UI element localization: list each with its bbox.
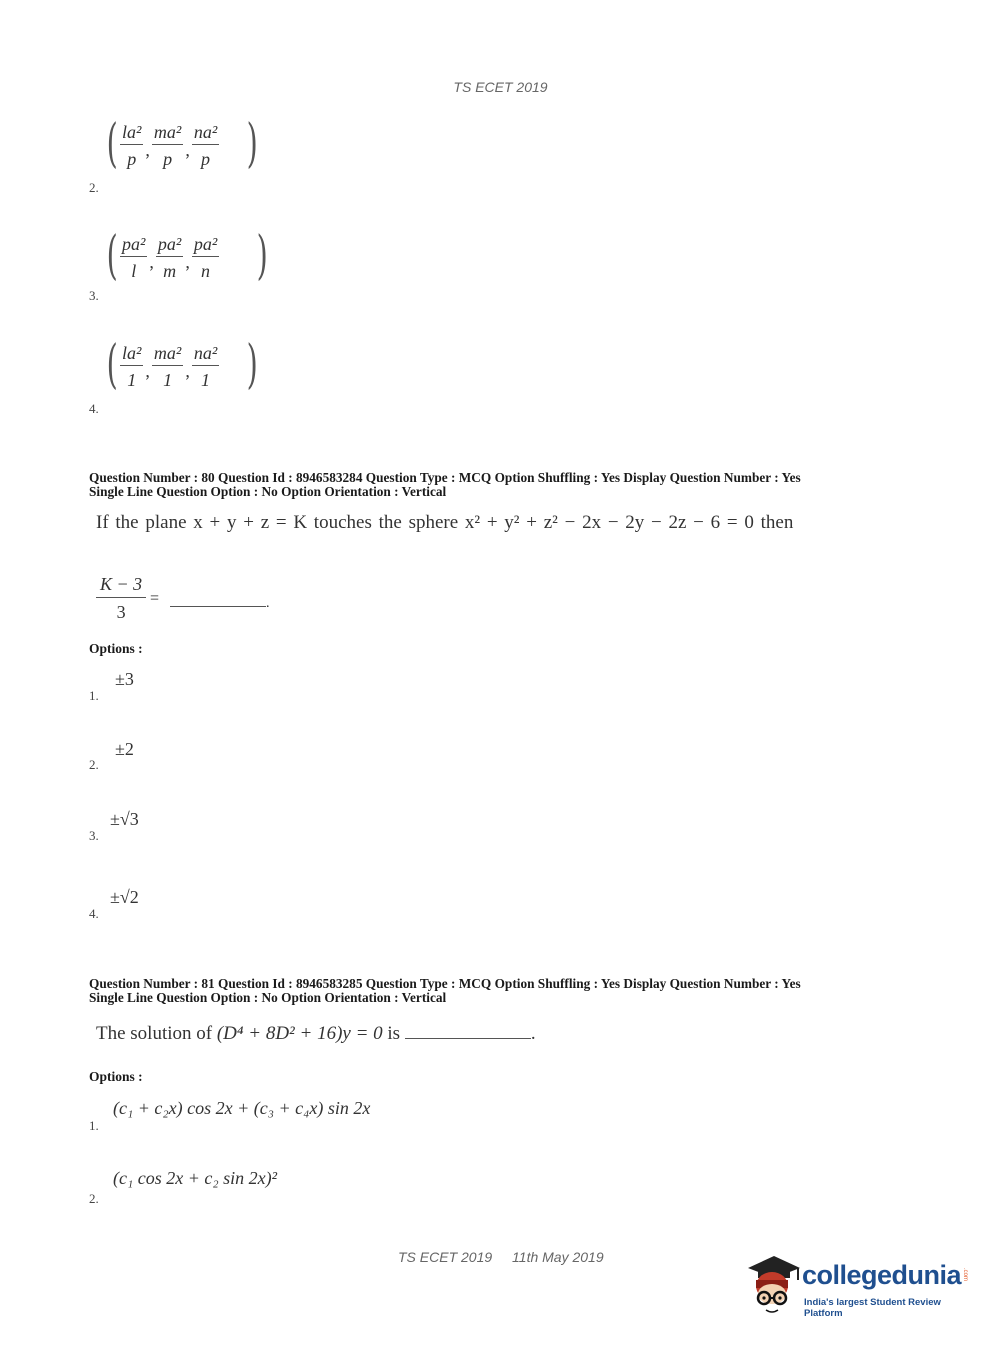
- logo-wordmark: collegedunia: [802, 1260, 962, 1290]
- question-80-text: If the plane x + y + z = K touches the sphere x² + y² + z² − 2x − 2y − 2z − 6 = 0 then: [96, 512, 794, 533]
- option-3-expression: [106, 226, 278, 294]
- question-81-text: The solution of (D⁴ + 8D² + 16)y = 0 is .: [96, 1023, 536, 1044]
- option-3-value: ±√3: [110, 809, 139, 829]
- answer-blank: [170, 606, 266, 607]
- question-81-prefix: The solution of: [96, 1023, 213, 1044]
- denominator: p: [201, 149, 211, 169]
- option-number: 1.: [89, 1118, 99, 1133]
- numerator: ma²: [152, 122, 183, 145]
- denominator: l: [131, 261, 137, 281]
- option-number: 2.: [89, 180, 99, 195]
- question-81-suffix: is: [387, 1023, 401, 1044]
- denominator: 1: [201, 370, 211, 390]
- option-1-value: ±3: [115, 669, 134, 689]
- numerator: la²: [120, 343, 143, 366]
- option-4-value: ±√2: [110, 887, 139, 907]
- option-4-expression: [106, 335, 268, 403]
- numerator: na²: [192, 122, 219, 145]
- left-paren: (: [106, 335, 118, 395]
- fraction-group: $\frac{\text{la²}}{p}$ , $\frac{\text{ma²}}{p}$ , $\frac{\text{na²}}{p}$: [122, 122, 218, 169]
- answer-blank: [405, 1038, 531, 1039]
- left-paren: (: [106, 114, 118, 174]
- option-number: 2.: [89, 1191, 99, 1206]
- denominator: 3: [116, 602, 126, 622]
- denominator: p: [163, 149, 173, 169]
- period: .: [266, 596, 270, 611]
- numerator: la²: [120, 122, 143, 145]
- numerator: pa²: [192, 234, 219, 257]
- denominator: 1: [127, 370, 137, 390]
- option-2-value: (c₁ cos 2x + c₂ sin 2x)²: [113, 1168, 278, 1188]
- question-80-fraction: [96, 574, 146, 622]
- right-paren: ): [256, 226, 268, 286]
- numerator: pa²: [120, 234, 147, 257]
- numerator: K − 3: [96, 574, 146, 598]
- question-81-expression: (D⁴ + 8D² + 16)y = 0: [216, 1023, 383, 1044]
- option-number: 3.: [89, 828, 99, 843]
- footer-date: 11th May 2019: [512, 1249, 604, 1265]
- numerator: na²: [192, 343, 219, 366]
- page-header: TS ECET 2019: [453, 79, 548, 95]
- logo-suffix: .com: [962, 1268, 968, 1282]
- denominator: p: [127, 149, 137, 169]
- option-2-value: ±2: [115, 739, 134, 759]
- option-number: 3.: [89, 288, 99, 303]
- options-label: Options :: [89, 641, 143, 656]
- denominator: n: [201, 261, 211, 281]
- fraction-group: $\frac{\text{pa²}}{l}$ , $\frac{\text{pa²}}{m}$ , $\frac{\text{pa²}}{n}$: [122, 234, 218, 281]
- equals-sign: =: [150, 590, 160, 607]
- option-number: 4.: [89, 906, 99, 921]
- footer-exam: TS ECET 2019: [398, 1249, 493, 1265]
- numerator: pa²: [156, 234, 183, 257]
- left-paren: (: [106, 226, 118, 286]
- page-footer: [398, 1249, 620, 1265]
- question-80-meta-line1: Question Number : 80 Question Id : 8946583284 Question Type : MCQ Option Shuffling : Yes Display Question Number : Yes: [89, 470, 801, 485]
- right-paren: ): [246, 335, 258, 395]
- option-number: 1.: [89, 688, 99, 703]
- option-2-expression: [106, 114, 268, 182]
- numerator: ma²: [152, 343, 183, 366]
- denominator: 1: [163, 370, 173, 390]
- question-81-meta-line2: Single Line Question Option : No Option Orientation : Vertical: [89, 990, 447, 1005]
- option-number: 2.: [89, 757, 99, 772]
- option-1-value: (c₁ + c₂x) cos 2x + (c₃ + c₄x) sin 2x: [113, 1098, 371, 1118]
- option-number: 4.: [89, 401, 99, 416]
- question-80-meta-line2: Single Line Question Option : No Option Orientation : Vertical: [89, 484, 447, 499]
- fraction-group: $\frac{\text{la²}}{1}$ , $\frac{\text{ma²}}{1}$ , $\frac{\text{na²}}{1}$: [122, 343, 218, 390]
- mascot-icon: [744, 1250, 802, 1320]
- question-81-meta-line1: Question Number : 81 Question Id : 8946583285 Question Type : MCQ Option Shuffling : Yes Display Question Number : Yes: [89, 976, 801, 991]
- logo-tagline: India's largest Student Review Platform: [804, 1297, 941, 1319]
- options-label: Options :: [89, 1069, 143, 1084]
- denominator: m: [163, 261, 177, 281]
- right-paren: ): [246, 114, 258, 174]
- collegedunia-logo[interactable]: [744, 1250, 974, 1320]
